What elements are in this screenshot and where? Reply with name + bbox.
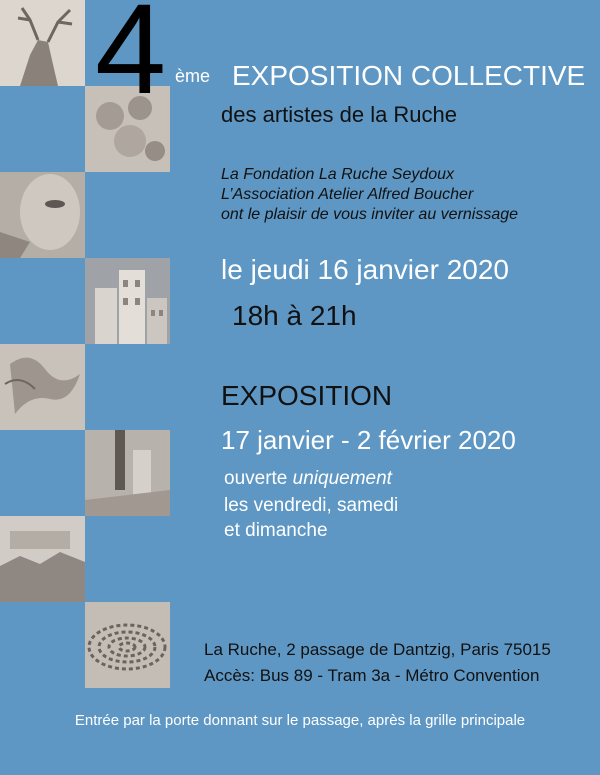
opening-prefix: ouverte — [224, 468, 293, 489]
spiral-image — [85, 602, 170, 688]
opening-days-line-1 — [224, 468, 392, 490]
transport-access: Accès: Bus 89 - Tram 3a - Métro Convention — [204, 666, 540, 685]
artwork-tile-spiral — [85, 602, 170, 688]
building-image — [85, 258, 170, 344]
page-subtitle: des artistes de la Ruche — [221, 102, 458, 127]
invitation-line-3: ont le plaisir de vous inviter au vernissage — [221, 206, 519, 223]
invitation-line-2: L’Association Atelier Alfred Boucher — [221, 186, 474, 203]
artwork-tile-deer — [0, 0, 85, 86]
vernissage-hours: 18h à 21h — [232, 300, 357, 331]
artwork-tile-building — [85, 258, 170, 344]
entrance-note: Entrée par la porte donnant sur le passage, après la grille principale — [74, 712, 526, 729]
artwork-tile-abstract — [85, 430, 170, 516]
vernissage-date: le jeudi 16 janvier 2020 — [221, 254, 509, 285]
face-image — [0, 172, 85, 258]
artwork-tile-landscape — [0, 516, 85, 602]
edition-suffix: ème — [175, 66, 211, 86]
organic-image — [0, 344, 85, 430]
artwork-tile-organic — [0, 344, 85, 430]
landscape-image — [0, 516, 85, 602]
exposition-heading: EXPOSITION — [221, 380, 393, 411]
deer-image — [0, 0, 85, 86]
opening-days-line-3: et dimanche — [224, 520, 328, 541]
artwork-tile-face — [0, 172, 85, 258]
exposition-dates: 17 janvier - 2 février 2020 — [221, 425, 516, 455]
abstract-image — [85, 430, 170, 516]
invitation-line-1: La Fondation La Ruche Seydoux — [221, 166, 455, 183]
edition-number: 4 — [95, 0, 165, 121]
opening-emphasis: uniquement — [292, 468, 392, 489]
page-title: EXPOSITION COLLECTIVE — [232, 60, 586, 91]
venue-address: La Ruche, 2 passage de Dantzig, Paris 75015 — [204, 640, 551, 659]
opening-days-line-2: les vendredi, samedi — [224, 495, 399, 516]
